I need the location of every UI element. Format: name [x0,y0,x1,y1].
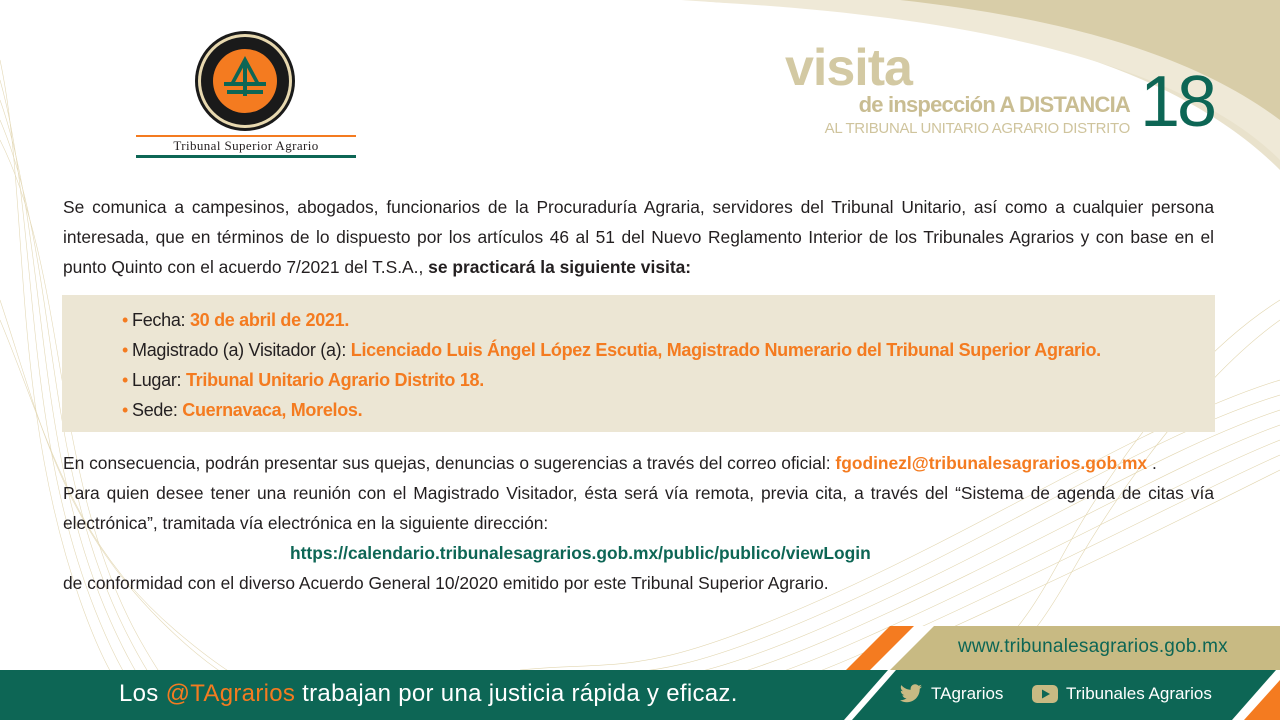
youtube-label: Tribunales Agrarios [1066,684,1212,703]
visit-details-box [62,295,1215,432]
email-link[interactable]: fgodinezl@tribunalesagrarios.gob.mx [835,453,1148,473]
youtube-social[interactable] [1032,684,1212,704]
slogan-after: trabajan por una justicia rápida y eficaz. [295,680,738,707]
twitter-label: TAgrarios [931,684,1004,703]
twitter-handle[interactable]: @TAgrarios [165,680,296,707]
bullet-icon: • [122,340,129,360]
bullet-icon: • [122,400,129,420]
header-subtitle: de inspección A DISTANCIA [858,92,1130,117]
logo-name: Tribunal Superior Agrario [173,138,319,153]
youtube-play-icon [1032,685,1058,703]
district-number: 18 [1140,62,1215,142]
detail-label: Fecha: [132,310,186,330]
detail-value: 30 de abril de 2021. [189,310,350,330]
website-link[interactable]: www.tribunalesagrarios.gob.mx [958,636,1228,657]
intro-bold: se practicará la siguiente visita: [428,257,692,277]
detail-magistrado [122,335,1101,365]
detail-value: Licenciado Luis Ángel López Escutia, Magistrado Numerario del Tribunal Superior Agrario. [350,340,1101,360]
bullet-icon: • [122,370,129,390]
calendar-url-link[interactable]: https://calendario.tribunalesagrarios.gob.mx/public/publico/viewLogin [290,543,871,563]
url-line [63,538,1214,568]
detail-value: Tribunal Unitario Agrario Distrito 18. [185,370,484,390]
contact-line-3: de conformidad con el diverso Acuerdo General 10/2020 emitido por este Tribunal Superior Agrario. [63,573,829,593]
logo-rule-orange [136,135,356,137]
footer-slogan [119,680,738,708]
tribunales-agrarios-seal-icon [194,30,296,132]
detail-label: Magistrado (a) Visitador (a): [132,340,347,360]
detail-sede [122,395,1101,425]
detail-fecha [122,305,1101,335]
detail-label: Lugar: [132,370,182,390]
contact-line-2: Para quien desee tener una reunión con el Magistrado Visitador, ésta será vía remota, previa cita, a través del “Sistema de agenda de citas vía electrónica”, tramitada vía electrónica en la siguiente dirección: [63,483,1214,533]
detail-value: Cuernavaca, Morelos. [182,400,363,420]
header-word: visita [785,39,912,97]
logo-rule-green [136,155,356,158]
detail-lugar [122,365,1101,395]
contact-line-1 [63,448,1214,478]
tribunal-logo [136,30,356,160]
intro-text: Se comunica a campesinos, abogados, funcionarios de la Procuraduría Agraria, servidores del Tribunal Unitario, así como a cualquier persona interesada, que en términos de lo dispuesto por los artículos 46 al 51 del Nuevo Reglamento Interior de los Tribunales Agrarios y con base en el punto Quinto con el acuerdo 7/2021 del T.S.A., [63,197,1214,277]
contact-line-end: . [1151,453,1157,473]
bullet-icon: • [122,310,129,330]
header-small-text: AL TRIBUNAL UNITARIO AGRARIO DISTRITO [824,120,1130,137]
detail-label: Sede: [132,400,178,420]
visit-details-list [122,305,1101,425]
twitter-social[interactable] [899,684,1003,704]
twitter-bird-icon [899,684,923,704]
slogan-before: Los [119,680,166,707]
header-title [760,39,1140,148]
intro-paragraph [63,192,1214,282]
contact-paragraph [63,448,1214,598]
contact-text: En consecuencia, podrán presentar sus quejas, denuncias o sugerencias a través del correo oficial: [63,453,831,473]
